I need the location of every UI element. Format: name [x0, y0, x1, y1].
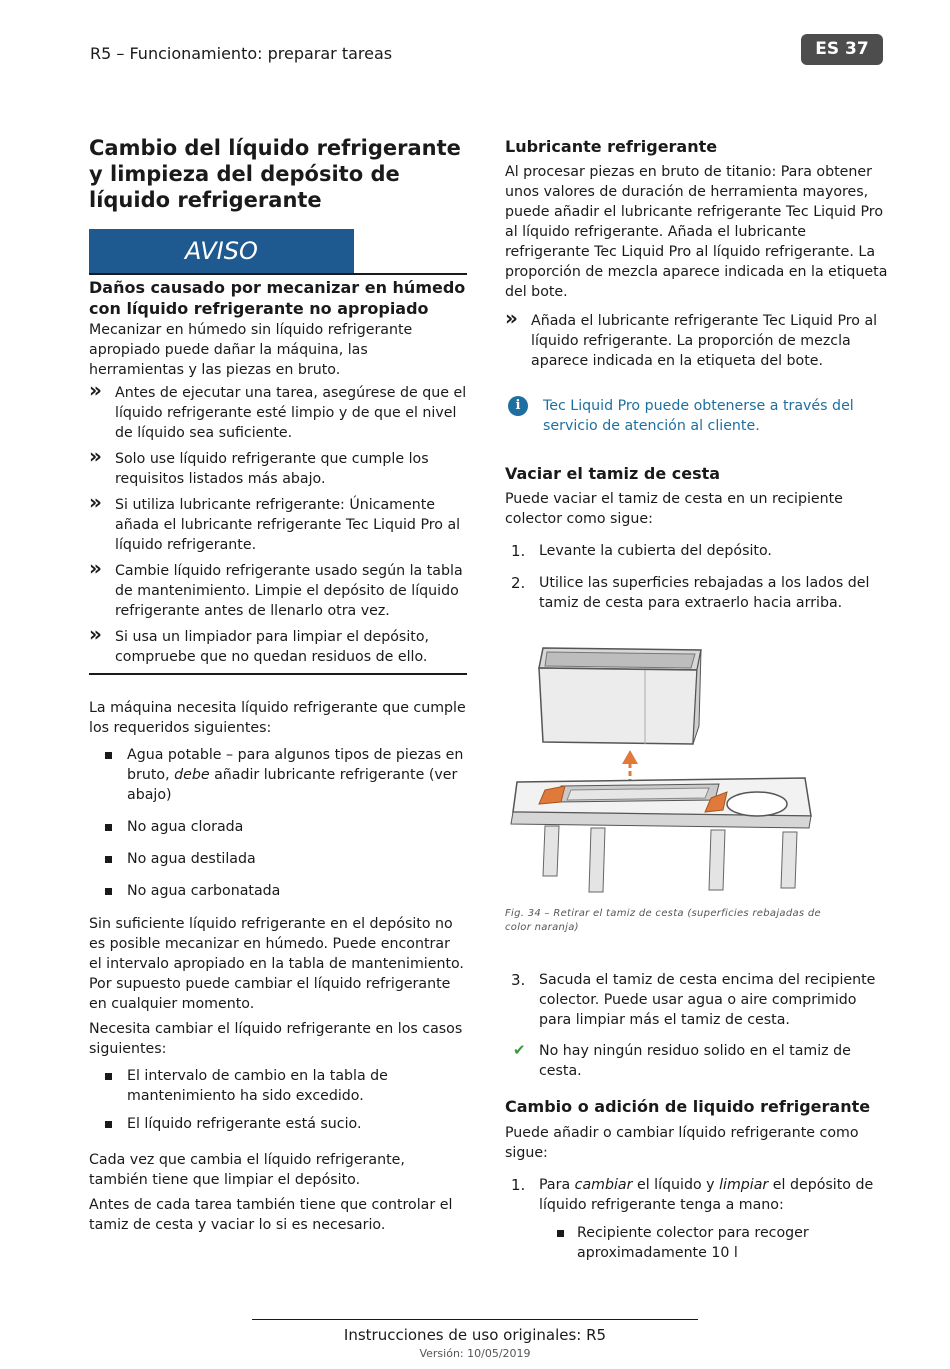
- coolant-change-intro: Puede añadir o cambiar líquido refrigerante como sigue:: [505, 1125, 859, 1161]
- list-item: » Si utiliza lubricante refrigerante: Únicamente añada el lubricante refrigerante Tec Liquid Pro al líquido refrigerante.: [89, 490, 461, 553]
- page-number-badge: ES 37: [801, 34, 883, 65]
- change-cases-list: [89, 1066, 467, 1134]
- lubricant-text: Al procesar piezas en bruto de titanio: Para obtener unos valores de duración de herramienta mayores, puede añadir el lubricante refrigerante Tec Liquid Pro al líquido refrigerante. Añada el lubricante refrigerante Tec Liquid Pro al líquido refrigerante. La proporción de mezcla aparece indicada en la etiqueta del bote.: [505, 164, 888, 300]
- basket-steps: [505, 541, 890, 613]
- tank-legs: [543, 826, 797, 892]
- list-item: 2. Utilice las superficies rebajadas a los lados del tamiz de cesta para extraerlo hacia arriba.: [511, 574, 870, 611]
- paragraph: Cada vez que cambia el líquido refrigerante, también tiene que limpiar el depósito.: [89, 1152, 405, 1188]
- coolant-change-heading: Cambio o adición de liquido refrigerante: [505, 1097, 871, 1116]
- footer-title: Instrucciones de uso originales: R5: [343, 1326, 607, 1344]
- list-item: » Solo use líquido refrigerante que cumple los requisitos listados más abajo.: [89, 444, 429, 487]
- list-item: No agua destilada: [89, 849, 467, 869]
- list-item: No agua carbonatada: [89, 881, 467, 901]
- lubricant-bullet: [505, 306, 890, 371]
- list-item: 3. Sacuda el tamiz de cesta encima del recipiente colector. Puede usar agua o aire comprimido para limpiar más el tamiz de cesta.: [511, 971, 876, 1028]
- tank-cover: [511, 778, 811, 828]
- section-heading: Cambio del líquido refrigerante y limpieza del depósito de líquido refrigerante: [89, 136, 461, 212]
- basket-intro: Puede vaciar el tamiz de cesta en un recipiente colector como sigue:: [505, 491, 843, 527]
- warning-bullet-list: [89, 378, 467, 667]
- list-item: 1. Para cambiar el líquido y limpiar el depósito de líquido refrigerante tenga a mano:: [511, 1176, 874, 1213]
- list-item: » Añada el lubricante refrigerante Tec Liquid Pro al líquido refrigerante. La proporción de mezcla aparece indicada en la etiqueta del bote.: [505, 306, 878, 369]
- check-icon: ✔: [513, 1041, 526, 1059]
- list-item: El intervalo de cambio en la tabla de mantenimiento ha sido excedido.: [89, 1066, 467, 1106]
- result-note: ✔ No hay ningún residuo solido en el tamiz de cesta.: [513, 1041, 851, 1079]
- list-item: El líquido refrigerante está sucio.: [89, 1114, 467, 1134]
- notice-label: AVISO: [89, 229, 354, 273]
- warning-title: Daños causado por mecanizar en húmedo con líquido refrigerante no apropiado: [89, 278, 466, 318]
- footer-version: Versión: 10/05/2019: [419, 1347, 531, 1360]
- coolant-change-steps: [505, 1175, 890, 1263]
- list-item: Agua potable – para algunos tipos de piezas en bruto, debe añadir lubricante refrigerante (ver abajo): [89, 745, 467, 805]
- list-item: 1. Levante la cubierta del depósito.: [511, 542, 772, 560]
- figure-caption: Fig. 34 – Retirar el tamiz de cesta (superficies rebajadas de color naranja): [505, 908, 822, 933]
- basket-heading: Vaciar el tamiz de cesta: [505, 464, 721, 483]
- list-item: » Si usa un limpiador para limpiar el depósito, compruebe que no quedan residuos de ello.: [89, 622, 430, 665]
- paragraph: Necesita cambiar el líquido refrigerante en los casos siguientes:: [89, 1021, 463, 1057]
- requirements-intro: La máquina necesita líquido refrigerante que cumple los requeridos siguientes:: [89, 700, 466, 736]
- page-header-title: R5 – Funcionamiento: preparar tareas: [90, 44, 393, 63]
- lubricant-heading: Lubricante refrigerante: [505, 137, 718, 156]
- list-item: Recipiente colector para recoger aproximadamente 10 l: [505, 1223, 890, 1263]
- basket-step-3: [505, 970, 890, 1030]
- basket-sieve-figure: [539, 648, 701, 744]
- divider: [89, 673, 467, 675]
- basket-removal-illustration: [505, 640, 825, 900]
- paragraph: Sin suficiente líquido refrigerante en el depósito no es posible mecanizar en húmedo. Puede encontrar el intervalo apropiado en la tabla de mantenimiento. Por supuesto puede cambiar el líquido refrigerante en cualquier momento.: [89, 916, 464, 1012]
- list-item: » Antes de ejecutar una tarea, asegúrese de que el líquido refrigerante esté limpio y de que el nivel de líquido sea suficiente.: [89, 378, 467, 441]
- list-item: No agua clorada: [89, 817, 467, 837]
- info-note: i Tec Liquid Pro puede obtenerse a través del servicio de atención al cliente.: [505, 396, 890, 436]
- list-item: » Cambie líquido refrigerante usado según la tabla de mantenimiento. Limpie el depósito de líquido refrigerante antes de llenarlo otra vez.: [89, 556, 463, 619]
- info-icon: i: [508, 396, 528, 416]
- divider: [89, 273, 467, 275]
- requirements-list: [89, 745, 467, 901]
- footer-divider: [252, 1319, 698, 1320]
- warning-text: Mecanizar en húmedo sin líquido refrigerante apropiado puede dañar la máquina, las herramientas y las piezas en bruto.: [89, 322, 413, 378]
- paragraph: Antes de cada tarea también tiene que controlar el tamiz de cesta y vaciar lo si es necesario.: [89, 1197, 453, 1233]
